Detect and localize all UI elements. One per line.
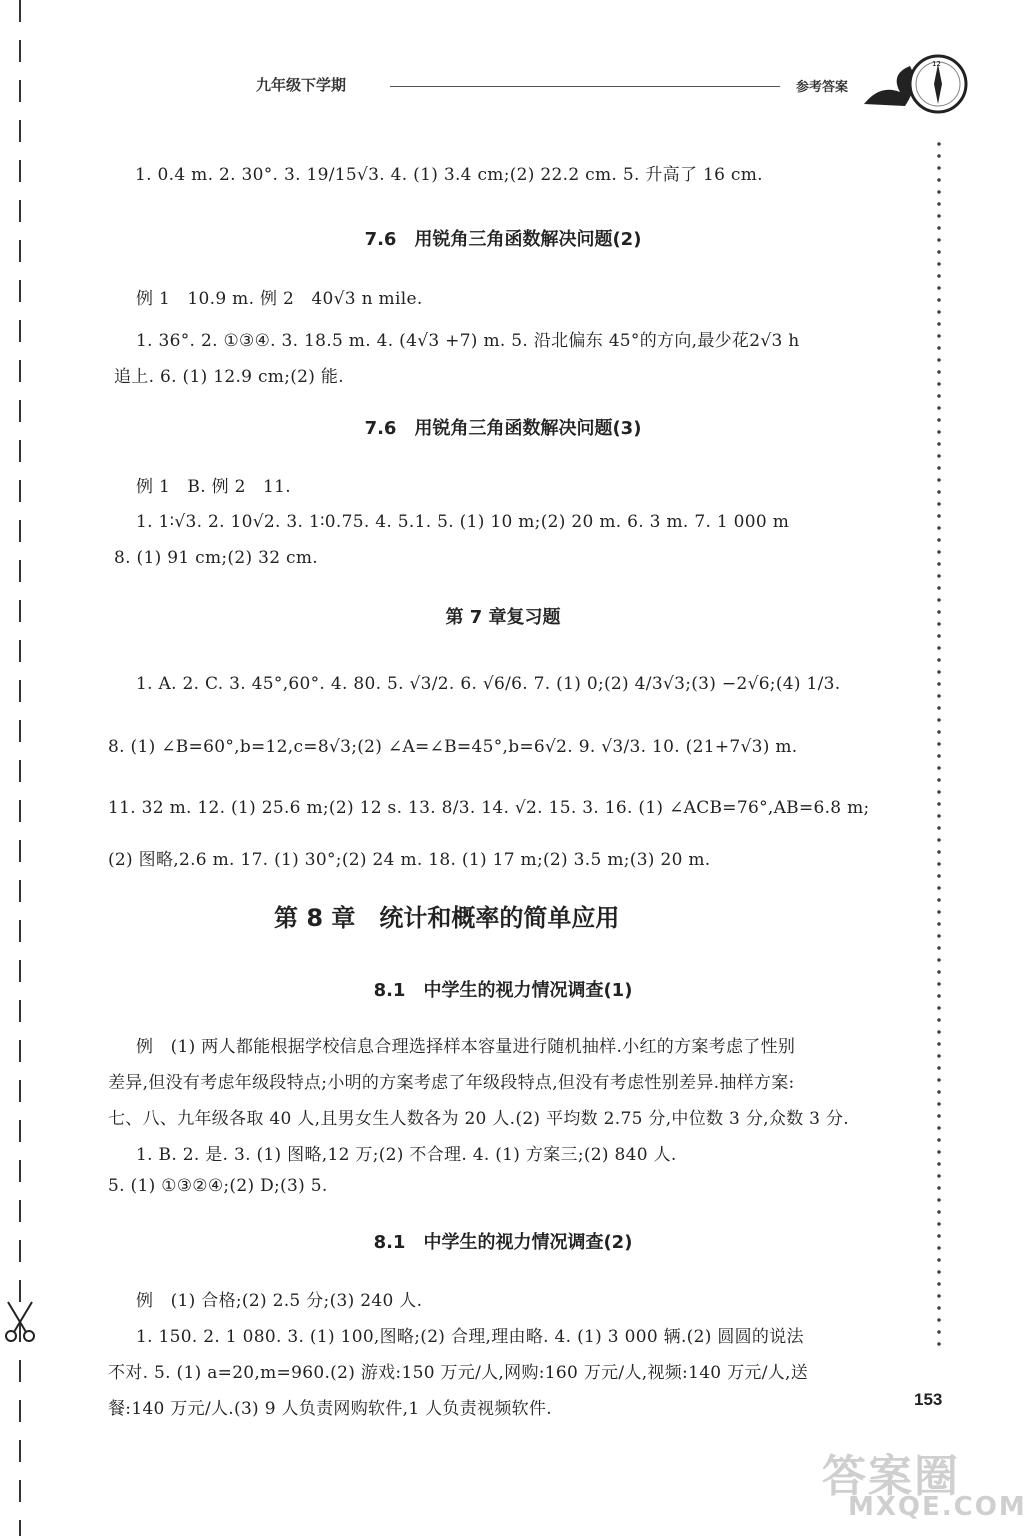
answer-line: (2) 图略,2.6 m. 17. (1) 30°;(2) 24 m. 18. (1) 17 m;(2) 3.5 m;(3) 20 m. — [108, 850, 711, 870]
answer-line: 例 (1) 合格;(2) 2.5 分;(3) 240 人. — [136, 1291, 423, 1311]
answer-line: 例 1 B. 例 2 11. — [136, 477, 291, 497]
section-title: 8.1 中学生的视力情况调查(2) — [373, 1232, 633, 1253]
answer-line: 七、八、九年级各取 40 人,且男女生人数各为 20 人.(2) 平均数 2.75 分,中位数 3 分,众数 3 分. — [108, 1109, 849, 1129]
compass-icon — [860, 44, 970, 124]
header-rule — [390, 86, 780, 87]
section-title: 7.6 用锐角三角函数解决问题(3) — [364, 418, 642, 439]
chapter-title: 第 8 章 统计和概率的简单应用 — [274, 904, 620, 932]
section-title: 第 7 章复习题 — [445, 607, 561, 628]
answer-line: 例 (1) 两人都能根据学校信息合理选择样本容量进行随机抽样.小红的方案考虑了性别 — [136, 1037, 796, 1057]
page-number: 153 — [914, 1390, 943, 1409]
answer-line: 8. (1) ∠B=60°,b=12,c=8√3;(2) ∠A=∠B=45°,b=6√2. 9. √3/3. 10. (21+7√3) m. — [108, 737, 798, 757]
scissors-icon — [2, 1300, 38, 1344]
answer-line: 不对. 5. (1) a=20,m=960.(2) 游戏:150 万元/人,网购:160 万元/人,视频:140 万元/人,送 — [108, 1363, 809, 1383]
answer-line: 餐:140 万元/人.(3) 9 人负责网购软件,1 人负责视频软件. — [108, 1399, 552, 1419]
grade-label: 九年级下学期 — [256, 76, 347, 94]
watermark-logo — [818, 1440, 1027, 1530]
answer-line: 追上. 6. (1) 12.9 cm;(2) 能. — [114, 367, 344, 387]
answers-label: 参考答案 — [796, 80, 849, 95]
answer-line: 1. 1∶√3. 2. 10√2. 3. 1∶0.75. 4. 5.1. 5. (1) 10 m;(2) 20 m. 6. 3 m. 7. 1 000 m — [136, 512, 790, 532]
answer-line: 11. 32 m. 12. (1) 25.6 m;(2) 12 s. 13. 8/3. 14. √2. 15. 3. 16. (1) ∠ACB=76°,AB=6.8 m; — [108, 798, 870, 818]
dotted-margin — [936, 138, 942, 1350]
answer-line: 1. 0.4 m. 2. 30°. 3. 19/15√3. 4. (1) 3.4 cm;(2) 22.2 cm. 5. 升高了 16 cm. — [135, 165, 763, 185]
answer-line: 1. 150. 2. 1 080. 3. (1) 100,图略;(2) 合理,理由略. 4. (1) 3 000 辆.(2) 圆圆的说法 — [136, 1327, 804, 1347]
answer-line: 例 1 10.9 m. 例 2 40√3 n mile. — [136, 289, 423, 309]
section-title: 7.6 用锐角三角函数解决问题(2) — [364, 229, 642, 250]
watermark-text: 答案圈 — [822, 1451, 960, 1502]
answer-line: 1. 36°. 2. ①③④. 3. 18.5 m. 4. (4√3 +7) m. 5. 沿北偏东 45°的方向,最少花2√3 h — [136, 331, 800, 351]
answer-line: 8. (1) 91 cm;(2) 32 cm. — [114, 548, 318, 568]
watermark-url: MXQE.COM — [848, 1492, 1027, 1522]
section-title: 8.1 中学生的视力情况调查(1) — [373, 980, 633, 1001]
page-header — [250, 72, 870, 102]
answer-line: 5. (1) ①③②④;(2) D;(3) 5. — [108, 1176, 328, 1196]
answer-line: 1. A. 2. C. 3. 45°,60°. 4. 80. 5. √3/2. 6. √6/6. 7. (1) 0;(2) 4/3√3;(3) −2√6;(4) 1/3. — [136, 674, 841, 694]
svg-text:12: 12 — [932, 60, 941, 68]
answer-line: 差异,但没有考虑年级段特点;小明的方案考虑了年级段特点,但没有考虑性别差异.抽样方案: — [108, 1073, 795, 1093]
answer-line: 1. B. 2. 是. 3. (1) 图略,12 万;(2) 不合理. 4. (1) 方案三;(2) 840 人. — [136, 1145, 677, 1165]
